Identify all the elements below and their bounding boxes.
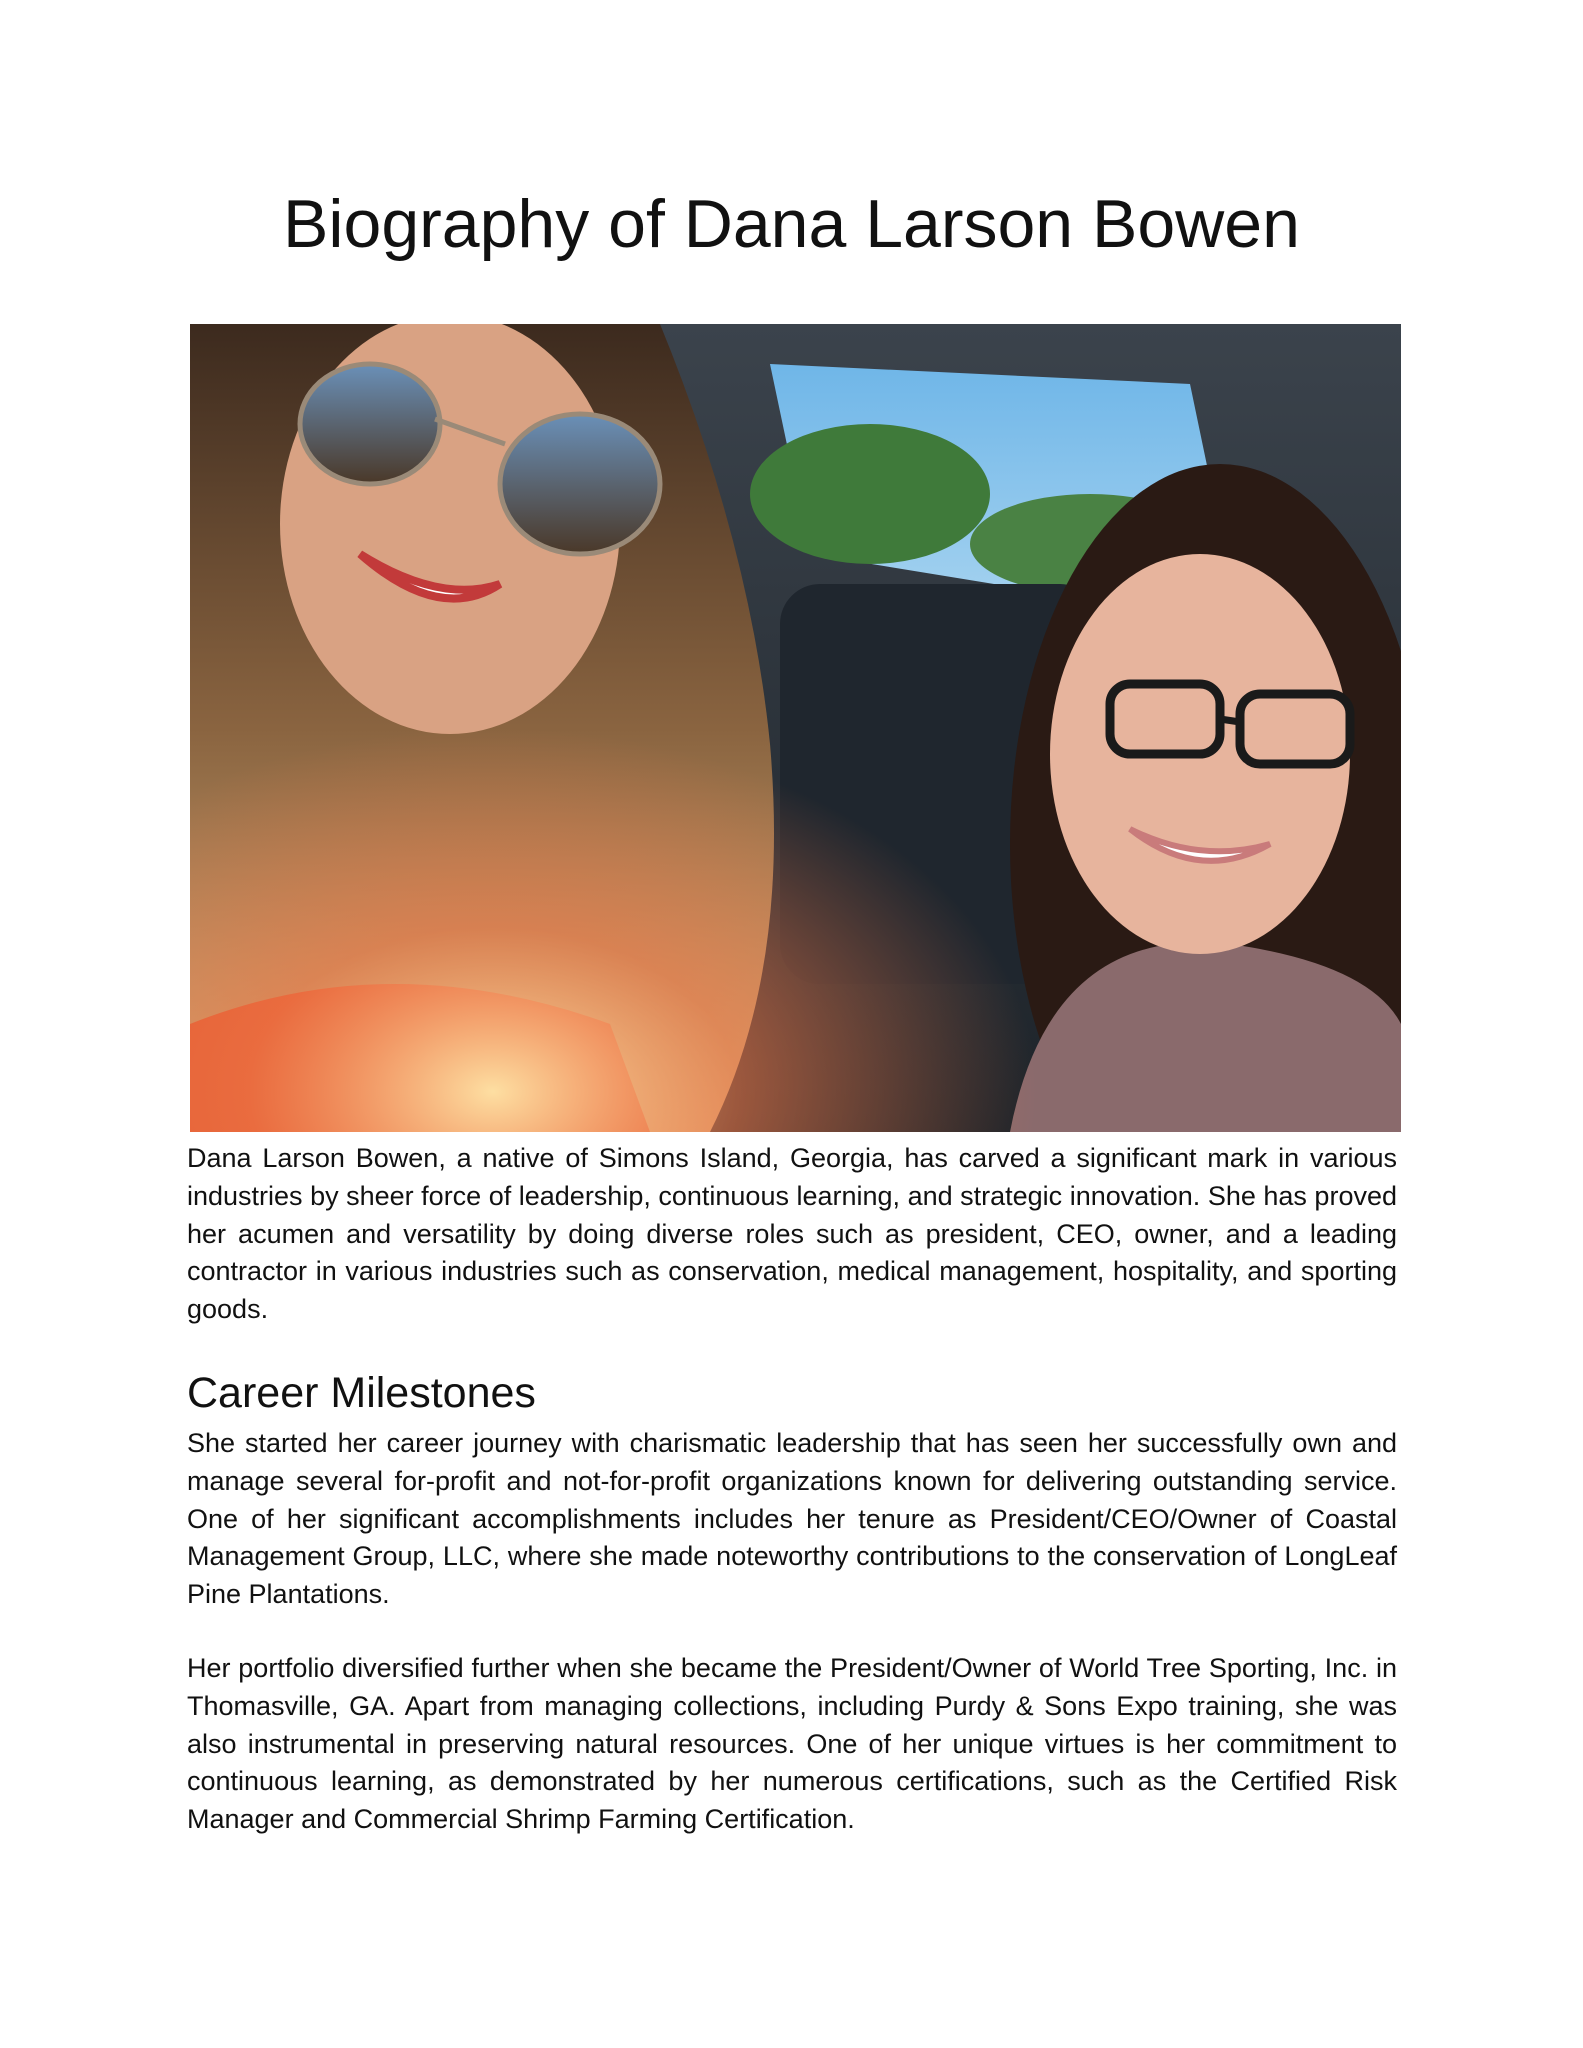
intro-paragraph: Dana Larson Bowen, a native of Simons Island, Georgia, has carved a significant mark in various industries by sheer force of leadership, continuous learning, and strategic innovation. She has proved her acumen and versatility by doing diverse roles such as president, CEO, owner, and a leading contractor in various industries such as conservation, medical management, hospitality, and sporting goods. — [187, 1143, 1397, 1325]
biography-photo — [190, 324, 1401, 1132]
photo-two-women-selfie-in-car — [190, 324, 1401, 1132]
section-heading-career-milestones: Career Milestones — [187, 1369, 536, 1417]
career-paragraph-2: Her portfolio diversified further when she became the President/Owner of World Tree Sporting, Inc. in Thomasville, GA. Apart from managing collections, including Purdy & Sons Expo training, she was also instrumental in preserving natural resources. One of her unique virtues is her commitment to continuous learning, as demonstrated by her numerous certifications, such as the Certified Risk Manager and Commercial Shrimp Farming Certification. — [187, 1653, 1397, 1835]
career-paragraph-1: She started her career journey with charismatic leadership that has seen her successfully own and manage several for-profit and not-for-profit organizations known for delivering outstanding service. One of her significant accomplishments includes her tenure as President/CEO/Owner of Coastal Management Group, LLC, where she made noteworthy contributions to the conservation of LongLeaf Pine Plantations. — [187, 1428, 1397, 1610]
page-title: Biography of Dana Larson Bowen — [283, 186, 1300, 262]
